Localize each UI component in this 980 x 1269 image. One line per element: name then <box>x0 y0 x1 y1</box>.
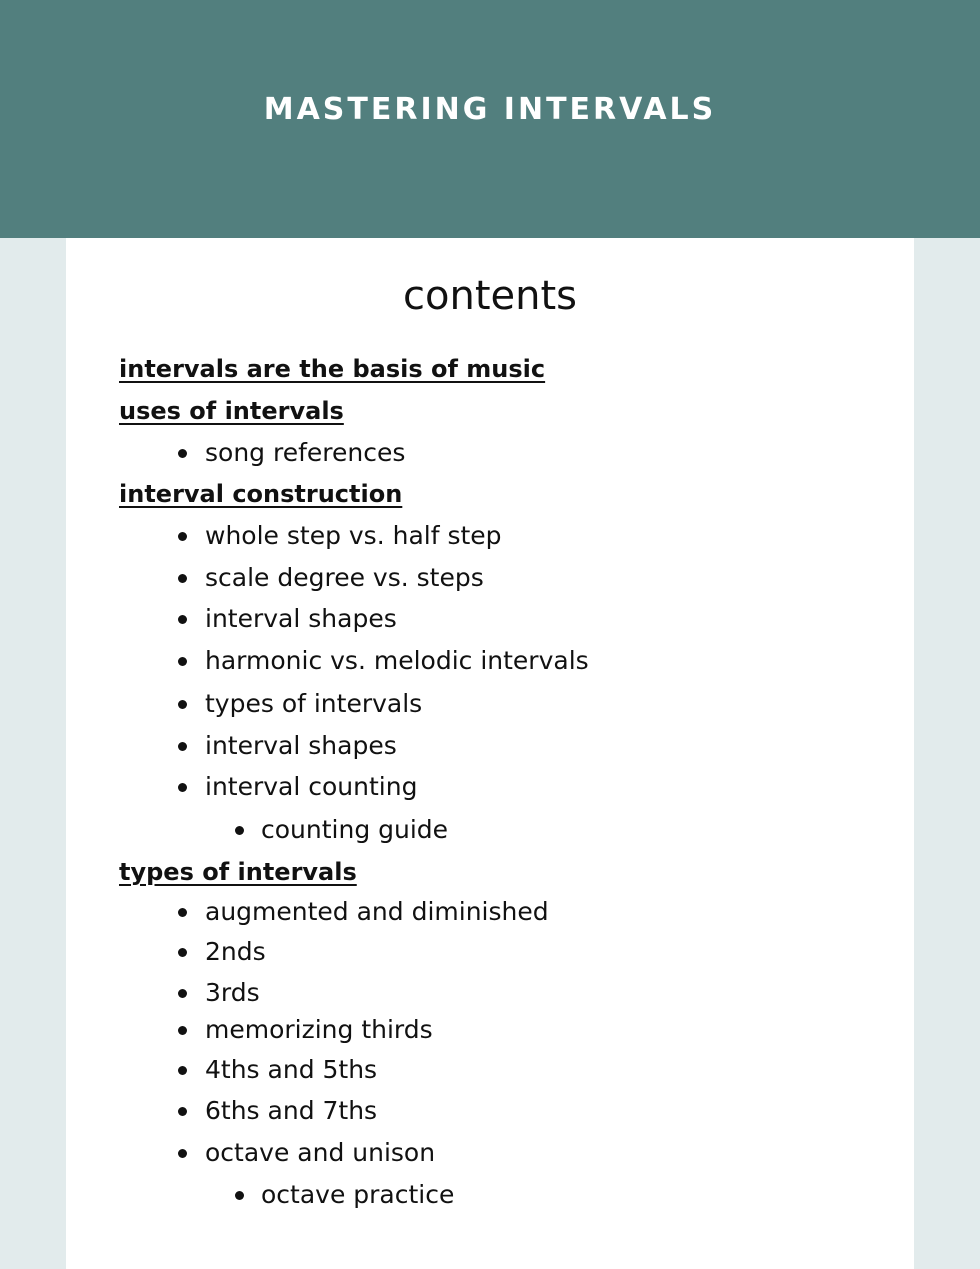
toc-item: interval shapes <box>205 731 397 760</box>
bullet-icon <box>178 1066 187 1075</box>
toc-item: 2nds <box>205 937 266 966</box>
bullet-icon <box>178 700 187 709</box>
toc-item: whole step vs. half step <box>205 521 502 550</box>
bullet-icon <box>178 783 187 792</box>
document-title: MASTERING INTERVALS <box>263 92 717 127</box>
toc-item: 4ths and 5ths <box>205 1055 378 1084</box>
bullet-icon <box>178 989 187 998</box>
bullet-icon <box>178 615 187 624</box>
toc-item: harmonic vs. melodic intervals <box>205 646 589 675</box>
bullet-icon <box>178 657 187 666</box>
toc-item: 6ths and 7ths <box>205 1096 378 1125</box>
bullet-icon <box>235 826 244 835</box>
toc-item: augmented and diminished <box>205 897 549 926</box>
toc-section-uses: uses of intervals <box>119 397 344 425</box>
toc-item: song references <box>205 438 406 467</box>
toc-section-basis: intervals are the basis of music <box>119 355 546 383</box>
toc-item: interval shapes <box>205 604 397 633</box>
bullet-icon <box>178 532 187 541</box>
toc-item: 3rds <box>205 978 260 1007</box>
toc-subitem: counting guide <box>261 815 449 844</box>
toc-section-construction: interval construction <box>119 480 403 508</box>
toc-item: interval counting <box>205 772 418 801</box>
bullet-icon <box>178 1026 187 1035</box>
bullet-icon <box>235 1191 244 1200</box>
bullet-icon <box>178 948 187 957</box>
toc-item: types of intervals <box>205 689 423 718</box>
bullet-icon <box>178 449 187 458</box>
bullet-icon <box>178 1107 187 1116</box>
toc-subitem: octave practice <box>261 1180 455 1209</box>
bullet-icon <box>178 742 187 751</box>
toc-item: memorizing thirds <box>205 1015 433 1044</box>
bullet-icon <box>178 574 187 583</box>
bullet-icon <box>178 1149 187 1158</box>
contents-heading: contents <box>403 273 577 319</box>
toc-item: octave and unison <box>205 1138 436 1167</box>
toc-item: scale degree vs. steps <box>205 563 484 592</box>
bullet-icon <box>178 908 187 917</box>
toc-section-types: types of intervals <box>119 858 357 886</box>
